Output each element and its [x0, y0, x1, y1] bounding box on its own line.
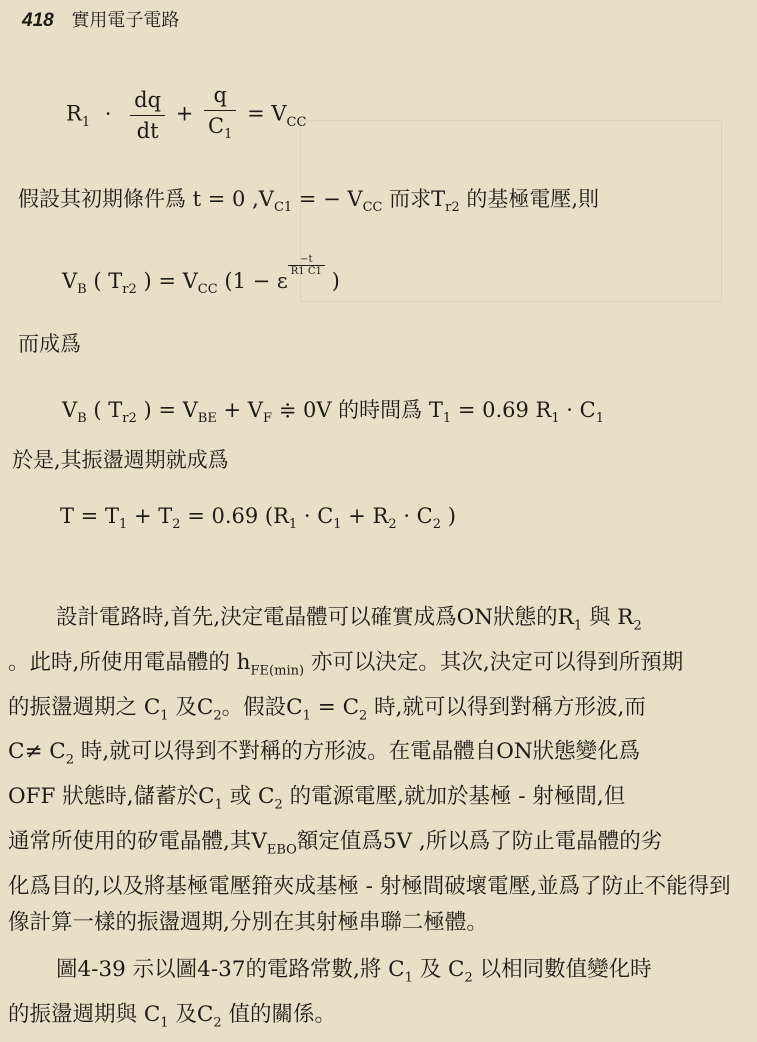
- eq1-fraction-q-c1: [204, 80, 236, 150]
- text-fragment: 。假設C: [221, 694, 303, 720]
- text-fragment: 時,就可以得到不對稱的方形波。在電晶體自ON狀態變化爲: [80, 739, 641, 765]
- eq1-plus: +: [175, 101, 194, 126]
- para1-line8: 像計算一樣的振盪週期,分別在其射極串聯二極體。: [8, 910, 488, 936]
- text-fragment: ( T: [93, 398, 123, 422]
- text-fragment: 及 C: [419, 957, 465, 982]
- text-fragment: ) = V: [143, 269, 198, 293]
- eq1-dt: dt: [136, 118, 159, 143]
- equation-period: [60, 504, 456, 532]
- text-fragment: 圖4-39 示以圖4-37的電路常數,將 C: [56, 957, 405, 982]
- text-fragment: 1: [595, 411, 604, 427]
- text-fragment: ): [447, 504, 456, 528]
- text-fragment: F: [262, 411, 272, 427]
- para1-line4: [8, 734, 750, 779]
- text-fragment: r2: [445, 200, 460, 216]
- text-fragment: 1: [551, 411, 560, 427]
- becomes-line: 而成爲: [18, 332, 81, 356]
- text-fragment: BE: [197, 411, 217, 427]
- text-fragment: 2: [359, 707, 368, 723]
- text-fragment: 1: [573, 618, 583, 634]
- para1-line7: 化爲目的,以及將基極電壓箝夾成基極 - 射極間破壞電壓,並爲了防止不能得到: [8, 873, 731, 899]
- text-fragment: 額定值爲5V ,所以爲了防止電晶體的劣: [296, 828, 663, 854]
- page-number: 418: [22, 10, 54, 31]
- text-fragment: CC: [197, 282, 218, 298]
- text-fragment: CC: [362, 200, 383, 216]
- eq1-dq: dq: [130, 85, 165, 116]
- text-fragment: = 0.69 R: [457, 398, 552, 422]
- text-fragment: = − V: [298, 187, 363, 211]
- text-fragment: 亦可以決定。其次,決定可以得到所預期: [310, 649, 684, 675]
- para1-line6: [8, 824, 750, 869]
- text-fragment: · C: [303, 504, 334, 528]
- text-fragment: 與 R: [588, 605, 634, 630]
- therefore-line: 於是,其振盪週期就成爲: [12, 448, 229, 472]
- text-fragment: = 0.69 (R: [187, 504, 289, 528]
- eq1-vcc-sub: CC: [286, 114, 307, 130]
- text-fragment: V: [62, 398, 78, 422]
- text-fragment: 及C: [175, 1001, 214, 1027]
- text-fragment: 1: [404, 970, 413, 986]
- text-fragment: C≠ C: [8, 739, 66, 765]
- book-title: 實用電子電路: [71, 10, 180, 31]
- para2-line1: [8, 952, 750, 997]
- text-fragment: 2: [388, 517, 397, 533]
- text-fragment: 假設其初期條件爲 t = 0 ,V: [18, 187, 274, 211]
- text-fragment: 2: [633, 618, 642, 634]
- text-fragment: OFF 狀態時,儲蓄於C: [8, 784, 215, 810]
- text-fragment: 時,就可以得到對稱方形波,而: [374, 694, 646, 720]
- eq1-r1: R: [66, 101, 82, 126]
- text-fragment: 而求T: [389, 187, 446, 211]
- text-fragment: 1: [302, 707, 311, 723]
- text-fragment: ) = V: [143, 398, 198, 422]
- text-fragment: 2: [274, 797, 283, 813]
- text-fragment: 的振盪週期之 C: [8, 694, 161, 720]
- text-fragment: 的振盪週期與 C: [8, 1001, 161, 1027]
- text-fragment: C: [208, 114, 225, 138]
- page-header: [22, 6, 179, 32]
- text-fragment: 1: [160, 707, 169, 723]
- equation-charge: [66, 80, 306, 150]
- eq1-equals-vcc: = V: [247, 101, 287, 126]
- para1-line1: [8, 600, 750, 645]
- text-fragment: 。此時,所使用電晶體的 h: [8, 649, 251, 675]
- text-fragment: + R: [348, 504, 389, 528]
- equation-t1: [62, 394, 604, 426]
- text-fragment: · C: [403, 504, 433, 528]
- text-fragment: 1: [214, 797, 223, 813]
- text-fragment: 的電源電壓,就加於基極 - 射極間,但: [289, 784, 626, 810]
- text-fragment: 2: [213, 1015, 222, 1031]
- text-fragment: 值的關係。: [228, 1001, 337, 1027]
- text-fragment: 2: [464, 970, 473, 986]
- text-fragment: 1: [224, 127, 233, 143]
- text-fragment: ≑ 0V 的時間爲 T: [278, 398, 443, 422]
- eq1-c1: [204, 111, 236, 150]
- design-paragraph: [8, 600, 750, 942]
- text-fragment: (1 − ε: [224, 269, 288, 293]
- text-fragment: 1: [288, 517, 298, 533]
- text-fragment: 2: [65, 752, 75, 768]
- para1-line3: [8, 690, 750, 735]
- para1-line5: [8, 779, 750, 824]
- text-fragment: FE(min): [250, 663, 305, 679]
- text-fragment: r2: [122, 411, 137, 427]
- initial-condition-line: [18, 183, 599, 215]
- eq1-dot: ·: [104, 101, 112, 126]
- equation-base-voltage: [62, 254, 340, 297]
- text-fragment: −t: [288, 254, 325, 266]
- para2-line2: [8, 997, 750, 1042]
- text-fragment: 通常所使用的矽電晶體,其V: [8, 828, 267, 854]
- text-fragment: ): [331, 269, 340, 293]
- text-fragment: 1: [442, 411, 452, 427]
- text-fragment: T = T: [60, 504, 119, 528]
- eq2-exponent: [288, 254, 325, 277]
- para1-line2: [8, 645, 750, 690]
- text-fragment: · C: [566, 398, 596, 422]
- text-fragment: 2: [172, 517, 181, 533]
- eq1-fraction-dq-dt: [130, 85, 165, 146]
- text-fragment: R1 C1: [290, 266, 322, 277]
- text-fragment: 及C: [175, 694, 214, 720]
- text-fragment: ( T: [93, 269, 123, 293]
- figure-reference-paragraph: [8, 952, 750, 1042]
- text-fragment: = C: [317, 694, 360, 720]
- text-fragment: + T: [133, 504, 173, 528]
- text-fragment: B: [77, 411, 87, 427]
- text-fragment: B: [77, 282, 87, 298]
- text-fragment: + V: [223, 398, 263, 422]
- text-fragment: 1: [333, 517, 342, 533]
- text-fragment: 以相同數值變化時: [479, 957, 652, 982]
- text-fragment: 或 C: [229, 784, 275, 810]
- text-fragment: EBO: [266, 842, 297, 858]
- text-fragment: 1: [160, 1015, 169, 1031]
- text-fragment: V: [62, 269, 78, 293]
- eq1-q: q: [204, 80, 236, 111]
- text-fragment: 設計電路時,首先,決定電晶體可以確實成爲ON狀態的R: [56, 605, 574, 630]
- text-fragment: 的基極電壓,則: [466, 187, 600, 211]
- text-fragment: r2: [122, 282, 137, 298]
- text-fragment: 1: [118, 517, 128, 533]
- text-fragment: 2: [432, 517, 442, 533]
- eq1-r1-sub: 1: [81, 114, 91, 130]
- text-fragment: 2: [213, 707, 222, 723]
- text-fragment: C1: [273, 200, 293, 216]
